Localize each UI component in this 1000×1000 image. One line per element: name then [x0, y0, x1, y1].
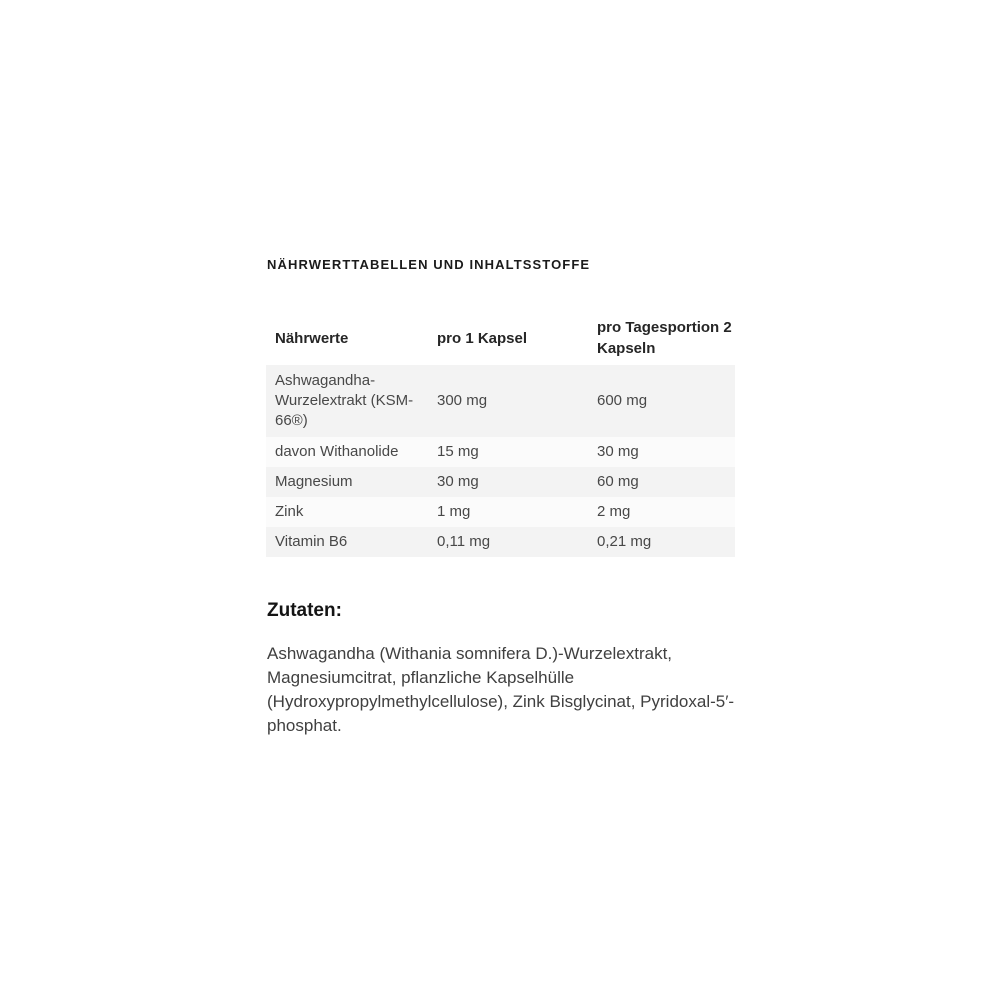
ingredients-heading: Zutaten:	[267, 600, 342, 621]
column-header-pro-tagesportion: pro Tagesportion 2 Kapseln	[597, 319, 732, 357]
row-label: Vitamin B6	[275, 533, 348, 550]
row-value-per-capsule: 0,11 mg	[437, 533, 491, 550]
table-header-row	[266, 311, 735, 365]
table-row-zink	[266, 497, 735, 527]
column-header-pro-1-kapsel: pro 1 Kapsel	[437, 329, 528, 347]
row-value-per-serving: 60 mg	[597, 473, 639, 490]
row-value-per-serving: 0,21 mg	[597, 533, 652, 550]
row-value-per-serving: 600 mg	[597, 392, 648, 409]
table-row-magnesium	[266, 467, 735, 497]
nutrition-table	[266, 311, 735, 557]
row-label: Magnesium	[275, 473, 353, 490]
row-label: Zink	[275, 503, 304, 520]
row-value-per-capsule: 300 mg	[437, 392, 488, 409]
table-row-withanolide	[266, 437, 735, 467]
table-row-vitamin-b6	[266, 527, 735, 557]
column-header-naehrwerte: Nährwerte	[275, 329, 349, 347]
row-label: Ashwagandha-Wurzelextrakt (KSM-66®)	[275, 372, 414, 429]
row-value-per-serving: 2 mg	[597, 503, 631, 520]
section-heading: NÄHRWERTTABELLEN UND INHALTSSTOFFE	[267, 257, 591, 272]
table-row-ashwagandha	[266, 365, 735, 437]
row-value-per-capsule: 1 mg	[437, 503, 471, 520]
row-value-per-capsule: 15 mg	[437, 443, 479, 460]
row-label: davon Withanolide	[275, 443, 399, 460]
ingredients-text: Ashwagandha (Withania somnifera D.)-Wurzelextrakt, Magnesiumcitrat, pflanzliche Kapselhülle (Hydroxypropylmethylcellulose), Zink Bisglycinat, Pyridoxal-5′-phosphat.	[267, 644, 735, 735]
row-value-per-capsule: 30 mg	[437, 473, 479, 490]
row-value-per-serving: 30 mg	[597, 443, 639, 460]
